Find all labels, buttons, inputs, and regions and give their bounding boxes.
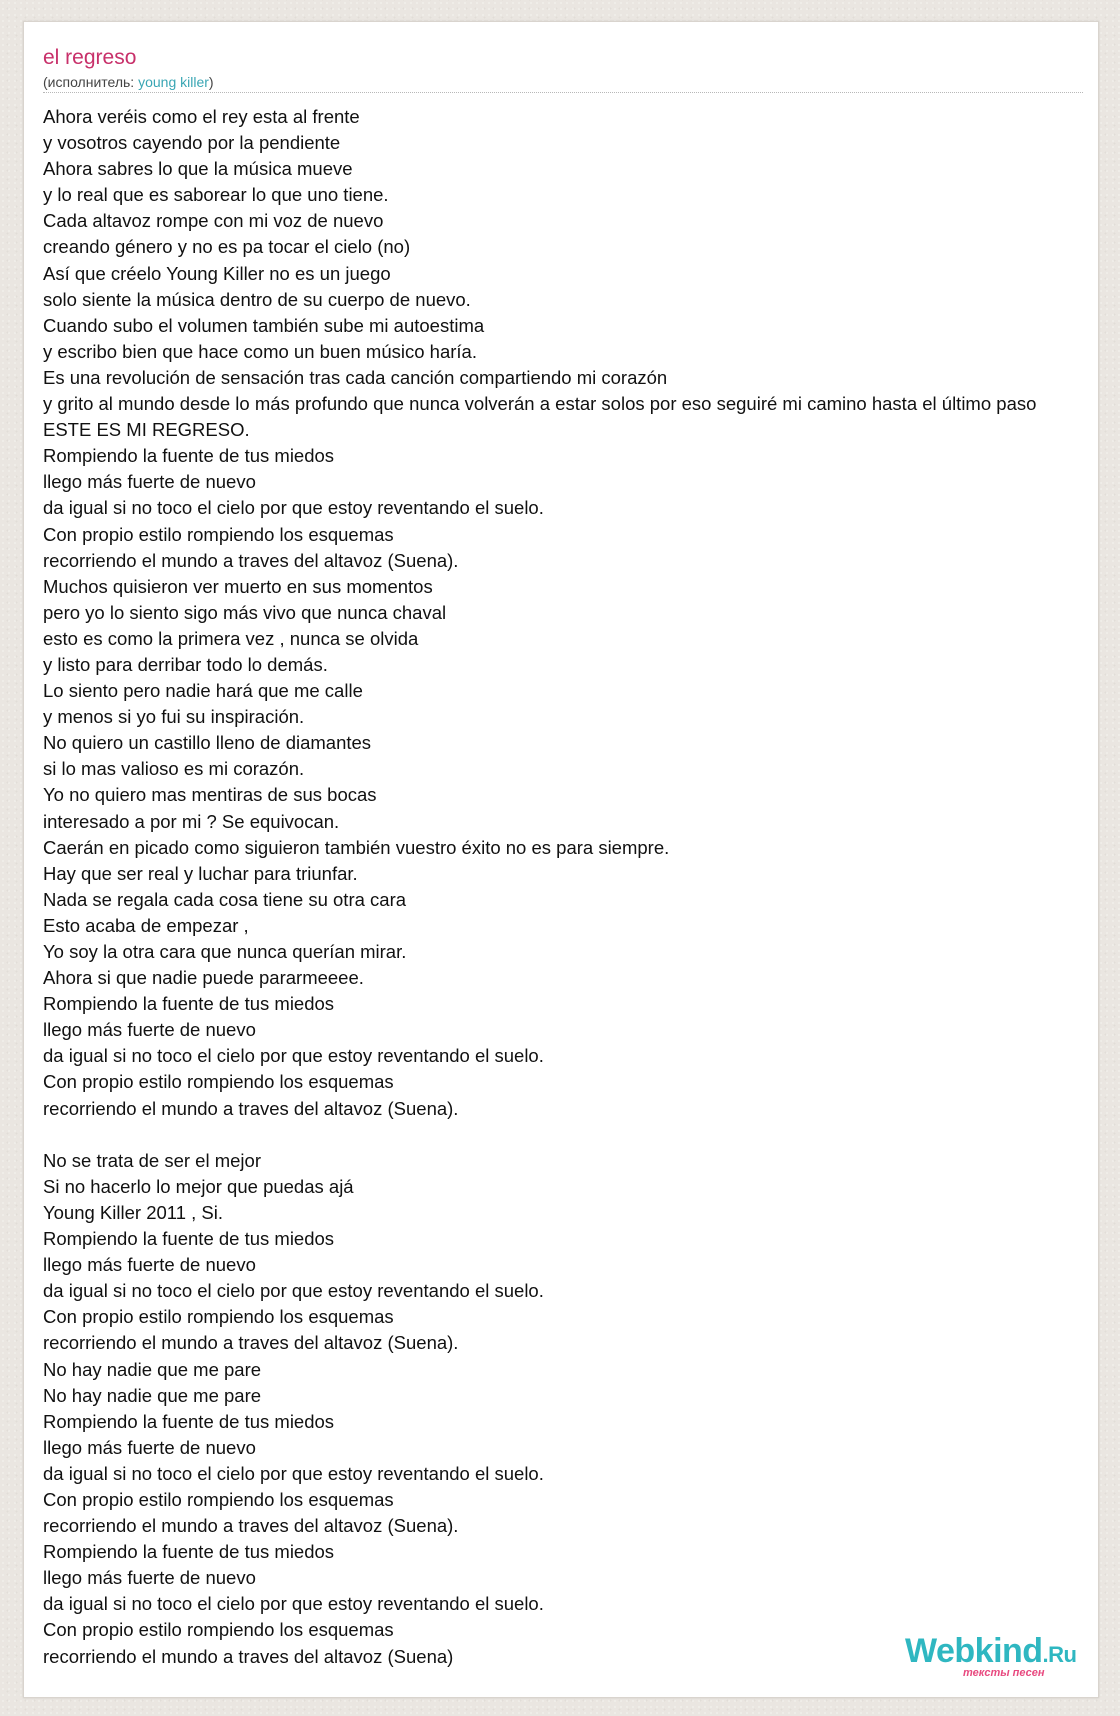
lyric-line: Lo siento pero nadie hará que me calle — [43, 680, 363, 702]
artist-prefix: (исполнитель: — [43, 74, 139, 90]
lyric-line: da igual si no toco el cielo por que estoy reventando el suelo. — [43, 1045, 544, 1067]
lyric-line: y vosotros cayendo por la pendiente — [43, 132, 341, 154]
lyric-line: llego más fuerte de nuevo — [43, 1436, 256, 1458]
lyric-line: recorriendo el mundo a traves del altavoz (Suena). — [43, 1515, 459, 1537]
artist-line — [43, 74, 214, 90]
lyric-line: Rompiendo la fuente de tus miedos — [43, 1228, 335, 1250]
lyric-line: Con propio estilo rompiendo los esquemas — [43, 1071, 394, 1093]
lyric-line: recorriendo el mundo a traves del altavoz (Suena). — [43, 549, 459, 571]
lyric-line: y grito al mundo desde lo más profundo que nunca volverán a estar solos por eso seguiré mi camino hasta el último paso — [43, 393, 1037, 415]
lyric-line: Yo soy la otra cara que nunca querían mirar. — [43, 941, 407, 962]
lyrics-body — [43, 104, 1095, 1670]
lyric-line: Rompiendo la fuente de tus miedos — [43, 1541, 335, 1563]
lyric-line: No hay nadie que me pare — [43, 1384, 262, 1406]
artist-link[interactable]: young killer — [138, 74, 209, 90]
lyric-line: recorriendo el mundo a traves del altavoz (Suena) — [43, 1645, 454, 1667]
lyric-line: No se trata de ser el mejor — [43, 1149, 261, 1171]
lyric-line: Si no hacerlo lo mejor que puedas ajá — [43, 1175, 354, 1197]
lyric-line: interesado a por mi ? Se equivocan. — [43, 810, 340, 832]
lyric-line: Ahora si que nadie puede pararmeeee. — [43, 967, 364, 989]
lyric-line: No hay nadie que me pare — [43, 1358, 262, 1380]
lyric-line: Con propio estilo rompiendo los esquemas — [43, 1619, 394, 1641]
lyric-line: Con propio estilo rompiendo los esquemas — [43, 523, 394, 545]
lyric-line: llego más fuerte de nuevo — [43, 471, 256, 493]
lyrics-card — [23, 21, 1099, 1698]
lyric-line: esto es como la primera vez , nunca se olvida — [43, 627, 419, 649]
logo-wordmark — [905, 1634, 1077, 1668]
lyric-line: Con propio estilo rompiendo los esquemas — [43, 1488, 394, 1510]
lyric-line: Cada altavoz rompe con mi voz de nuevo — [43, 210, 384, 232]
lyric-line: Así que créelo Young Killer no es un juego — [43, 262, 391, 284]
lyric-line: da igual si no toco el cielo por que estoy reventando el suelo. — [43, 1462, 544, 1484]
artist-suffix: ) — [208, 74, 214, 90]
webkind-logo — [880, 1634, 1100, 1684]
lyric-line: da igual si no toco el cielo por que estoy reventando el suelo. — [43, 1593, 544, 1615]
lyric-line: Young Killer 2011 , Si. — [43, 1201, 223, 1223]
logo-brand: Webkind — [905, 1632, 1043, 1670]
song-title: el regreso — [43, 46, 137, 69]
lyric-line: si lo mas valioso es mi corazón. — [43, 758, 305, 780]
lyric-line: da igual si no toco el cielo por que estoy reventando el suelo. — [43, 497, 544, 519]
lyric-line: ESTE ES MI REGRESO. — [43, 419, 250, 441]
lyric-line: recorriendo el mundo a traves del altavoz (Suena). — [43, 1097, 459, 1119]
lyric-line: Ahora veréis como el rey esta al frente — [43, 106, 360, 127]
lyric-line: y menos si yo fui su inspiración. — [43, 706, 305, 728]
lyric-line: solo siente la música dentro de su cuerpo de nuevo. — [43, 288, 471, 310]
lyric-line: llego más fuerte de nuevo — [43, 1019, 256, 1041]
lyric-line: llego más fuerte de nuevo — [43, 1567, 256, 1589]
lyric-line: Hay que ser real y luchar para triunfar. — [43, 862, 358, 884]
logo-tagline: тексты песен — [963, 1667, 1045, 1679]
lyric-line: Ahora sabres lo que la música mueve — [43, 158, 353, 180]
lyric-line: Rompiendo la fuente de tus miedos — [43, 1410, 335, 1432]
logo-tld: .Ru — [1042, 1642, 1077, 1667]
lyric-line: Rompiendo la fuente de tus miedos — [43, 993, 335, 1015]
lyric-line: Yo no quiero mas mentiras de sus bocas — [43, 784, 377, 806]
lyric-line: llego más fuerte de nuevo — [43, 1254, 256, 1276]
lyric-line: Caerán en picado como siguieron también vuestro éxito no es para siempre. — [43, 836, 670, 858]
lyric-line: y escribo bien que hace como un buen músico haría. — [43, 340, 477, 362]
lyric-line: Cuando subo el volumen también sube mi autoestima — [43, 314, 485, 336]
lyric-line: Es una revolución de sensación tras cada canción compartiendo mi corazón — [43, 366, 668, 388]
lyric-line: Esto acaba de empezar , — [43, 914, 249, 936]
lyric-line: y listo para derribar todo lo demás. — [43, 653, 328, 675]
blank-line — [43, 1122, 1095, 1148]
lyric-line: creando género y no es pa tocar el cielo (no) — [43, 236, 411, 258]
lyric-line: Muchos quisieron ver muerto en sus momentos — [43, 575, 433, 597]
lyric-line: No quiero un castillo lleno de diamantes — [43, 732, 372, 754]
title-divider — [43, 92, 1083, 93]
lyric-line: recorriendo el mundo a traves del altavoz (Suena). — [43, 1332, 459, 1354]
lyric-line: da igual si no toco el cielo por que estoy reventando el suelo. — [43, 1280, 544, 1302]
lyric-line: y lo real que es saborear lo que uno tiene. — [43, 184, 389, 206]
lyric-line: Con propio estilo rompiendo los esquemas — [43, 1306, 394, 1328]
lyric-line: Nada se regala cada cosa tiene su otra cara — [43, 888, 407, 910]
lyric-line: pero yo lo siento sigo más vivo que nunca chaval — [43, 601, 447, 623]
lyric-line: Rompiendo la fuente de tus miedos — [43, 445, 335, 467]
